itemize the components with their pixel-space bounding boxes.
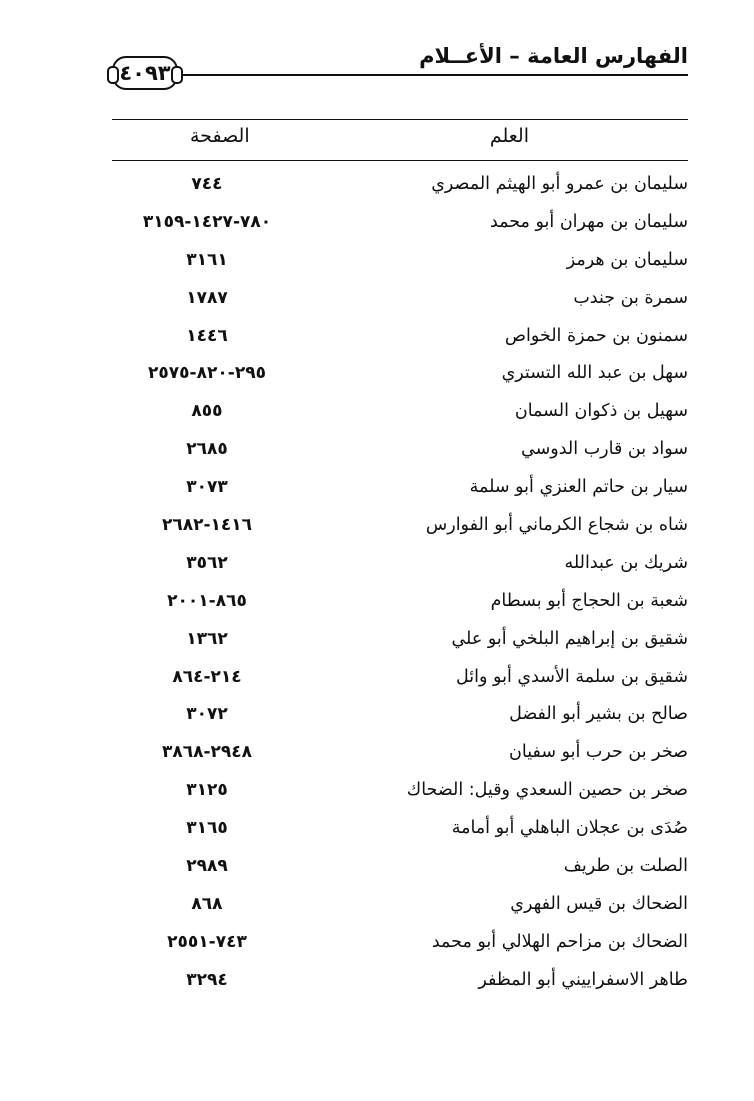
table-row <box>112 961 688 999</box>
table-header-rule <box>112 160 688 161</box>
table-row <box>112 771 688 809</box>
table-top-rule <box>112 119 688 120</box>
entry-pages: ٧٤٣-٢٥٥١ <box>167 931 247 952</box>
entry-name: سليمان بن مهران أبو محمد <box>489 211 688 232</box>
table-row <box>112 923 688 961</box>
table-row <box>112 354 688 392</box>
entry-name: شريك بن عبدالله <box>564 552 688 573</box>
table-row <box>112 733 688 771</box>
entry-pages: ٣١٦٥ <box>186 818 228 839</box>
entry-name: سليمان بن هرمز <box>566 249 688 270</box>
table-row <box>112 885 688 923</box>
entry-name: صُدَى بن عجلان الباهلي أبو أمامة <box>451 818 688 839</box>
entry-pages: ١٤٤٦ <box>186 325 228 346</box>
entry-pages: ٨٦٨ <box>191 893 223 914</box>
table-row <box>112 695 688 733</box>
table-row <box>112 165 688 203</box>
table-row <box>112 430 688 468</box>
table-row <box>112 241 688 279</box>
table-row <box>112 203 688 241</box>
entry-name: شقيق بن إبراهيم البلخي أبو علي <box>451 628 688 649</box>
entry-pages: ٢١٤-٨٦٤ <box>172 666 242 687</box>
entry-pages: ٨٦٥-٢٠٠١ <box>167 590 247 611</box>
entry-name: سهيل بن ذكوان السمان <box>514 401 688 422</box>
entry-pages: ٣٢٩٤ <box>186 969 228 990</box>
entry-name: شقيق بن سلمة الأسدي أبو وائل <box>456 666 688 687</box>
entry-name: شعبة بن الحجاج أبو بسطام <box>490 590 688 611</box>
index-table-body <box>112 165 688 999</box>
table-row <box>112 582 688 620</box>
entry-name: صخر بن حرب أبو سفيان <box>509 742 688 763</box>
header-rule <box>176 74 688 76</box>
table-row <box>112 468 688 506</box>
running-header-title: الفهارس العامة – الأعــلام <box>419 44 688 68</box>
table-row <box>112 506 688 544</box>
entry-pages: ١٣٦٢ <box>186 628 228 649</box>
table-row <box>112 809 688 847</box>
table-row <box>112 658 688 696</box>
entry-name: شاه بن شجاع الكرماني أبو الفوارس <box>425 514 688 535</box>
entry-pages: ٢٦٨٥ <box>186 439 228 460</box>
column-header-name: العلم <box>489 125 529 147</box>
entry-pages: ٢٩٥-٨٢٠-٢٥٧٥ <box>148 363 266 384</box>
entry-name: طاهر الاسفراييني أبو المظفر <box>478 969 688 990</box>
entry-name: سواد بن قارب الدوسي <box>521 439 688 460</box>
table-row <box>112 279 688 317</box>
entry-name: صالح بن بشير أبو الفضل <box>509 704 688 725</box>
entry-pages: ٧٤٤ <box>191 173 223 194</box>
entry-name: صخر بن حصين السعدي وقيل: الضحاك <box>406 780 688 801</box>
entry-pages: ٢٩٨٩ <box>186 855 228 876</box>
entry-name: الصلت بن طريف <box>563 855 688 876</box>
entry-name: سيار بن حاتم العنزي أبو سلمة <box>469 477 688 498</box>
entry-name: سليمان بن عمرو أبو الهيثم المصري <box>431 173 688 194</box>
entry-name: سمنون بن حمزة الخواص <box>504 325 688 346</box>
entry-pages: ٣٠٧٣ <box>186 477 228 498</box>
entry-name: سمرة بن جندب <box>573 287 688 308</box>
entry-pages: ٣٥٦٢ <box>186 552 228 573</box>
entry-pages: ٨٥٥ <box>191 401 223 422</box>
entry-pages: ١٤١٦-٢٦٨٢ <box>161 514 253 535</box>
entry-name: الضحاك بن مزاحم الهلالي أبو محمد <box>431 931 688 952</box>
entry-pages: ٣٠٧٢ <box>186 704 228 725</box>
table-row <box>112 620 688 658</box>
entry-pages: ٣١٢٥ <box>186 780 228 801</box>
page-number-badge: ٤٠٩٣ <box>112 56 178 90</box>
entry-pages: ٣١٦١ <box>186 249 228 270</box>
table-row <box>112 317 688 355</box>
table-row <box>112 392 688 430</box>
entry-pages: ١٧٨٧ <box>186 287 228 308</box>
table-row <box>112 544 688 582</box>
column-header-page: الصفحة <box>190 125 250 147</box>
entry-pages: ٢٩٤٨-٣٨٦٨ <box>161 742 253 763</box>
table-row <box>112 847 688 885</box>
entry-name: سهل بن عبد الله التستري <box>501 363 688 384</box>
entry-name: الضحاك بن قيس الفهري <box>510 893 688 914</box>
entry-pages: ٧٨٠-١٤٢٧-٣١٥٩ <box>142 211 272 232</box>
